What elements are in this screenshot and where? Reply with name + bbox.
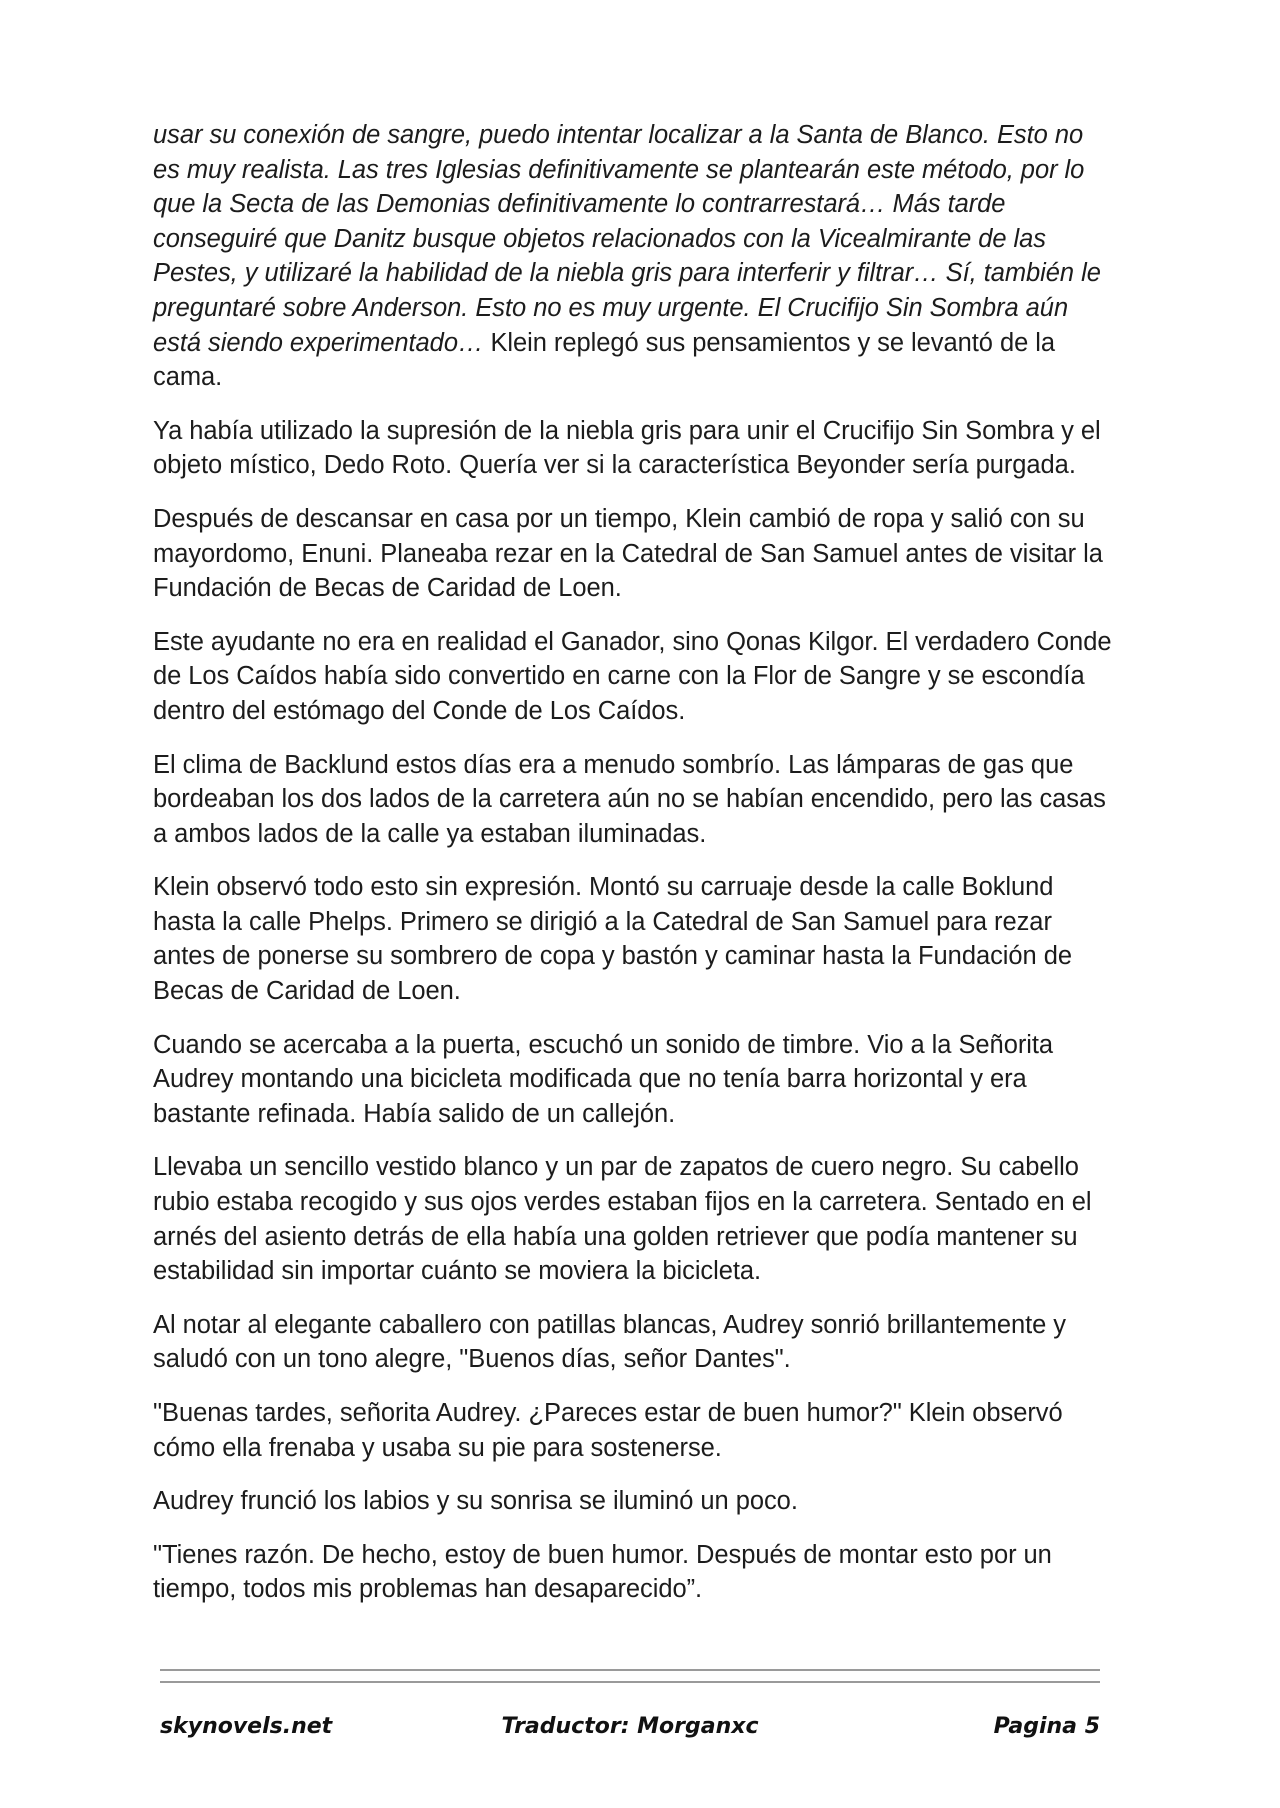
paragraph-9: Al notar al elegante caballero con patillas blancas, Audrey sonrió brillantemente y saludó con un tono alegre, "Buenos días, señor Dantes". — [153, 1310, 1066, 1374]
paragraph-7: Cuando se acercaba a la puerta, escuchó un sonido de timbre. Vio a la Señorita Audrey montando una bicicleta modificada que no tenía barra horizontal y era bastante refinada. Había salido de un callejón. — [153, 1030, 1054, 1128]
document-body — [153, 118, 1113, 1626]
paragraph-4: Este ayudante no era en realidad el Ganador, sino Qonas Kilgor. El verdadero Conde de Los Caídos había sido convertido en carne con la Flor de Sangre y se escondía dentro del estómago del Conde de Los Caídos. — [153, 627, 1112, 725]
paragraph-5: El clima de Backlund estos días era a menudo sombrío. Las lámparas de gas que bordeaban los dos lados de la carretera aún no se habían encendido, pero las casas a ambos lados de la calle ya estaban iluminadas. — [153, 750, 1106, 848]
paragraph-1 — [153, 118, 1113, 395]
paragraph-2: Ya había utilizado la supresión de la niebla gris para unir el Crucifijo Sin Sombra y el objeto místico, Dedo Roto. Quería ver si la característica Beyonder sería purgada. — [153, 416, 1101, 480]
paragraph-11: Audrey frunció los labios y su sonrisa se iluminó un poco. — [153, 1487, 798, 1516]
paragraph-12: "Tienes razón. De hecho, estoy de buen humor. Después de montar esto por un tiempo, todos mis problemas han desaparecido”. — [153, 1540, 1052, 1604]
paragraph-1-normal-text: Klein replegó sus pensamientos y se levantó de la cama. — [153, 328, 1056, 392]
footer-page-number: Pagina 5 — [993, 1714, 1100, 1739]
paragraph-6: Klein observó todo esto sin expresión. Montó su carruaje desde la calle Boklund hasta la calle Phelps. Primero se dirigió a la Catedral de San Samuel para rezar antes de ponerse su sombrero de copa y bastón y caminar hasta la Fundación de Becas de Caridad de Loen. — [153, 873, 1072, 1006]
footer-divider-top — [160, 1669, 1100, 1671]
page-footer — [160, 1714, 1100, 1746]
paragraph-10: "Buenas tardes, señorita Audrey. ¿Pareces estar de buen humor?" Klein observó cómo ella frenaba y usaba su pie para sostenerse. — [153, 1399, 1063, 1462]
footer-translator: Traductor: Morganxc — [501, 1714, 759, 1739]
footer-divider-bottom — [160, 1681, 1100, 1683]
paragraph-1-italic-text: usar su conexión de sangre, puedo intentar localizar a la Santa de Blanco. Esto no es muy realista. Las tres Iglesias definitivamente se plantearán este método, por lo que la Secta de las Demonias definitivamente lo contrarrestará… Más tarde conseguiré que Danitz busque objetos relacionados con la Vicealmirante de las Pestes, y utilizaré la habilidad de la niebla gris para interferir y filtrar… Sí, también le preguntaré sobre Anderson. Esto no es muy urgente. El Crucifijo Sin Sombra aún está siendo experimentado… — [153, 121, 1101, 357]
footer-site: skynovels.net — [160, 1714, 333, 1739]
paragraph-3: Después de descansar en casa por un tiempo, Klein cambió de ropa y salió con su mayordomo, Enuni. Planeaba rezar en la Catedral de San Samuel antes de visitar la Fundación de Becas de Caridad de Loen. — [153, 504, 1103, 603]
paragraph-8: Llevaba un sencillo vestido blanco y un par de zapatos de cuero negro. Su cabello rubio estaba recogido y sus ojos verdes estaban fijos en la carretera. Sentado en el arnés del asiento detrás de ella había una golden retriever que podía mantener su estabilidad sin importar cuánto se moviera la bicicleta. — [153, 1153, 1092, 1286]
